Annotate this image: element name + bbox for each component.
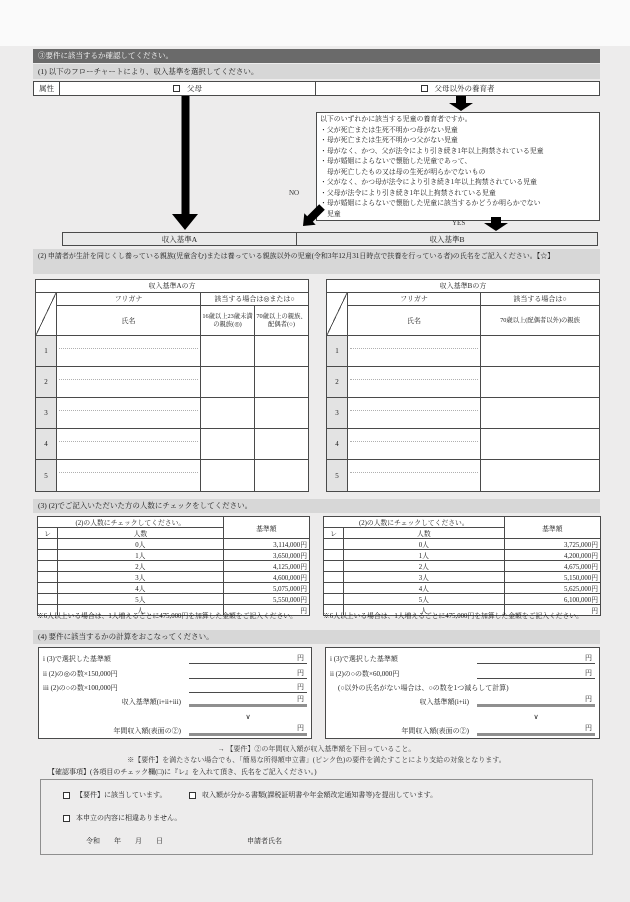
guardian-label: 父母以外の養育者 xyxy=(434,84,495,93)
subtotal-fill-field[interactable] xyxy=(477,694,595,707)
calc-row-label: iii (2)の○の数×100,000円 xyxy=(43,683,118,692)
mark-cell-circle[interactable] xyxy=(255,460,308,491)
check-column-header: レ xyxy=(324,528,344,539)
table-row xyxy=(36,398,308,429)
check-cell[interactable] xyxy=(38,594,58,605)
table-row xyxy=(36,429,308,460)
unit-label: 円 xyxy=(585,723,592,732)
compare-row xyxy=(43,707,307,721)
name-entry-cell[interactable] xyxy=(57,336,201,366)
col-over70-header: 70歳以上の親族、配偶者(○) xyxy=(256,312,307,328)
check-cell[interactable] xyxy=(38,572,58,583)
amount-cell: 3,114,000円 xyxy=(223,539,309,550)
mark-cell-double-circle[interactable] xyxy=(201,336,255,366)
table-row xyxy=(36,460,308,491)
name-table-b xyxy=(326,279,600,492)
check-cell[interactable] xyxy=(38,583,58,594)
calc-row-label: ii (2)の○の数×60,000円 xyxy=(330,669,400,678)
count-cell: 4人 xyxy=(58,583,224,594)
less-than-symbol: ∨ xyxy=(533,712,539,721)
step4-instruction: (4) 要件に該当するかの計算をおこなってください。 xyxy=(33,630,600,644)
count-table-a xyxy=(37,516,310,616)
furigana-divider xyxy=(59,348,198,349)
furigana-divider xyxy=(59,379,198,380)
question-item: ・父がなく、かつ母が法令により引き続き1年以上拘禁されている児童 xyxy=(320,179,537,186)
diagonal-header-cell xyxy=(36,293,57,335)
row-number: 2 xyxy=(327,367,348,397)
requirement-statement: → 【要件】②の年間収入額が収入基準額を下回っていること。 xyxy=(217,745,416,753)
calc-row xyxy=(43,664,307,678)
check-cell[interactable] xyxy=(324,572,344,583)
documents-checkbox[interactable] xyxy=(189,792,196,799)
count-table-header: (2)の人数にチェックしてください。 xyxy=(38,517,224,528)
row-number: 4 xyxy=(36,429,57,459)
amount-column-header: 基準額 xyxy=(223,517,309,539)
mark-cell-circle[interactable] xyxy=(481,336,599,366)
name-table-a xyxy=(35,279,309,492)
amount-cell: 5,075,000円 xyxy=(223,583,309,594)
amount-cell: 6,100,000円 xyxy=(504,594,600,605)
question-item: ・母が婚姻によらないで懐胎した児童であって、 xyxy=(320,158,472,165)
mark-cell-circle[interactable] xyxy=(255,398,308,428)
count-table-b-note: ※6人以上いる場合は、1人増えるごとに475,000円を加算した金額をご記入ください。 xyxy=(323,613,583,620)
calc-box-b xyxy=(325,647,600,739)
attribute-option-parents xyxy=(60,82,316,95)
attribute-option-guardian xyxy=(316,82,599,95)
flow-arrow-down-long-icon xyxy=(172,96,198,235)
income-standard-bar xyxy=(62,232,598,246)
furigana-header: フリガナ xyxy=(348,293,480,306)
calc-row xyxy=(330,650,595,664)
step3-instruction: (3) (2)でご記入いただいた方の人数にチェックをしてください。 xyxy=(33,499,600,513)
truth-checkbox[interactable] xyxy=(63,815,70,822)
total-label: 年間収入額(表面の②) xyxy=(113,726,181,735)
attribute-row xyxy=(33,81,600,96)
yes-label: YES xyxy=(452,219,466,227)
amount-fill-field[interactable] xyxy=(189,682,307,693)
name-header: 氏名 xyxy=(407,316,421,325)
less-than-symbol: ∨ xyxy=(245,712,251,721)
calc-subtotal-row xyxy=(43,693,307,707)
col-16to23-header: 16歳以上23歳未満の親族(◎) xyxy=(201,306,255,335)
amount-cell: 4,675,000円 xyxy=(504,561,600,572)
amount-cell: 3,725,000円 xyxy=(504,539,600,550)
furigana-divider xyxy=(350,472,478,473)
furigana-divider xyxy=(59,441,198,442)
count-cell: 2人 xyxy=(58,561,224,572)
month-label: 月 xyxy=(135,837,142,845)
check-cell[interactable] xyxy=(38,561,58,572)
mark-cell-double-circle[interactable] xyxy=(201,429,255,459)
income-standard-a: 収入基準A xyxy=(63,233,297,245)
question-item: ・母が婚姻によらないで懐胎した児童に該当するかどうか明らかでない xyxy=(320,200,541,207)
confirmation-box xyxy=(40,779,593,855)
amount-cell: 5,625,000円 xyxy=(504,583,600,594)
mark-cell-double-circle[interactable] xyxy=(201,460,255,491)
table-row xyxy=(327,398,599,429)
name-entry-cell[interactable] xyxy=(348,429,481,459)
guardian-question-box xyxy=(316,112,600,221)
count-table-header: (2)の人数にチェックしてください。 xyxy=(324,517,505,528)
row-number: 5 xyxy=(36,460,57,491)
row-number: 3 xyxy=(36,398,57,428)
name-entry-cell[interactable] xyxy=(348,460,481,491)
calc-note: (○以外の氏名がない場合は、○の数を1つ減らして計算) xyxy=(338,683,509,692)
mark-cell-circle[interactable] xyxy=(255,429,308,459)
amount-fill-field[interactable] xyxy=(189,668,307,679)
count-table-b xyxy=(323,516,601,616)
table-row xyxy=(36,367,308,398)
name-entry-cell[interactable] xyxy=(348,398,481,428)
check-cell[interactable] xyxy=(324,583,344,594)
amount-fill-field[interactable] xyxy=(477,668,595,679)
question-item: 児童 xyxy=(320,210,341,218)
furigana-divider xyxy=(350,410,478,411)
question-item: ・父母が法令により引き続き1年以上拘禁されている児童 xyxy=(320,189,496,197)
row-number: 1 xyxy=(327,336,348,366)
attribute-label: 属性 xyxy=(34,82,60,95)
count-cell: 5人 xyxy=(344,594,505,605)
mark-cell-double-circle[interactable] xyxy=(201,367,255,397)
question-title: 以下のいずれかに該当する児童の養育者ですか。 xyxy=(320,116,472,123)
table-row xyxy=(327,336,599,367)
confirm-item-truth xyxy=(63,813,181,823)
calc-row xyxy=(330,664,595,678)
col-over70-nonspouse-header: 70歳以上(配偶者以外)の親族 xyxy=(500,316,580,324)
amount-cell: 5,150,000円 xyxy=(504,572,600,583)
check-cell[interactable] xyxy=(38,539,58,550)
total-fill-field[interactable] xyxy=(477,723,595,736)
unit-label: 円 xyxy=(297,668,304,677)
calc-row xyxy=(43,650,307,664)
count-cell: 3人 xyxy=(58,572,224,583)
compare-row xyxy=(330,707,595,721)
step1-instruction: (1) 以下のフローチャートにより、収入基準を選択してください。 xyxy=(33,64,600,79)
amount-column-header: 基準額 xyxy=(504,517,600,539)
count-table-a-note: ※6人以上いる場合は、1人増えるごとに475,000円を加算した金額をご記入ください。 xyxy=(37,613,297,620)
count-column-header: 人数 xyxy=(344,528,505,539)
parents-label: 父母 xyxy=(187,84,202,93)
furigana-divider xyxy=(350,379,478,380)
row-number: 3 xyxy=(327,398,348,428)
furigana-divider xyxy=(350,348,478,349)
name-entry-cell[interactable] xyxy=(57,367,201,397)
count-cell: 0人 xyxy=(344,539,505,550)
row-number: 5 xyxy=(327,460,348,491)
name-entry-cell[interactable] xyxy=(348,367,481,397)
subtotal-label: 収入基準額(i+ii) xyxy=(419,698,469,707)
top-margin xyxy=(0,0,630,46)
name-entry-cell[interactable] xyxy=(57,429,201,459)
row-number: 2 xyxy=(36,367,57,397)
requirement-note: ※【要件】を満たさない場合でも、「簡易な所得額申立書」(ピンク色)の要件を満たすことにより支給の対象となります。 xyxy=(127,756,506,764)
calc-row-label: ii (2)の◎の数×150,000円 xyxy=(43,669,118,678)
calc-box-a xyxy=(38,647,312,739)
check-column-header: レ xyxy=(38,528,58,539)
mark-cell-circle[interactable] xyxy=(481,429,599,459)
question-item: ・母が死亡または生死不明かつ父がない児童 xyxy=(320,137,458,144)
count-cell: 3人 xyxy=(344,572,505,583)
amount-cell: 4,600,000円 xyxy=(223,572,309,583)
unit-label: 円 xyxy=(585,654,592,663)
furigana-divider xyxy=(59,472,198,473)
unit-label: 円 xyxy=(585,668,592,677)
check-cell[interactable] xyxy=(324,539,344,550)
check-cell[interactable] xyxy=(324,550,344,561)
furigana-header: フリガナ xyxy=(57,293,200,306)
no-label: NO xyxy=(289,189,300,197)
requirement-checkbox[interactable] xyxy=(63,792,70,799)
confirmation-row-3 xyxy=(86,836,282,846)
subtotal-label: 収入基準額(i+ii+iii) xyxy=(121,698,181,707)
diagonal-header-cell xyxy=(327,293,348,335)
confirmation-heading: 【確認事項】(各項目のチェック欄(□)に『レ』を入れて頂き、氏名をご記入ください。) xyxy=(48,768,317,776)
era-label: 令和 xyxy=(86,837,100,845)
match-header: 該当する場合は◎または○ xyxy=(201,293,308,306)
furigana-divider xyxy=(59,410,198,411)
check-cell[interactable] xyxy=(324,594,344,605)
table-a-title: 収入基準Aの方 xyxy=(36,280,308,293)
count-column-header: 人数 xyxy=(58,528,224,539)
calc-row-label: i (3)で選択した基準額 xyxy=(43,655,111,664)
calc-row-label: i (3)で選択した基準額 xyxy=(330,655,398,664)
count-cell: 5人 xyxy=(58,594,224,605)
count-cell: 0人 xyxy=(58,539,224,550)
day-label: 日 xyxy=(156,837,163,845)
match-header: 該当する場合は○ xyxy=(481,293,599,306)
mark-cell-double-circle[interactable] xyxy=(201,398,255,428)
table-row xyxy=(327,367,599,398)
mark-cell-circle[interactable] xyxy=(481,398,599,428)
income-standard-b: 収入基準B xyxy=(429,234,465,244)
unit-label: 円 xyxy=(297,682,304,691)
calc-row xyxy=(43,679,307,693)
subtotal-fill-field[interactable] xyxy=(189,694,307,707)
count-cell: 1人 xyxy=(344,550,505,561)
table-row xyxy=(327,429,599,460)
confirm-item-documents xyxy=(189,790,437,800)
no-arrow-southwest-icon xyxy=(300,202,328,234)
calc-total-row xyxy=(43,722,307,736)
mark-cell-circle[interactable] xyxy=(481,460,599,491)
count-cell: 1人 xyxy=(58,550,224,561)
amount-cell: 3,650,000円 xyxy=(223,550,309,561)
count-cell: 2人 xyxy=(344,561,505,572)
mark-cell-circle[interactable] xyxy=(255,336,308,366)
step2-instruction: (2) 申請者が生計を同じくし養っている親族(児童含む)または養っている親族以外の児童(令和3年12月31日時点で扶養を行っている者)の氏名をご記入ください。【☆】 xyxy=(33,249,600,274)
parents-checkbox[interactable] xyxy=(173,85,180,92)
amount-cell: 4,200,000円 xyxy=(504,550,600,561)
section-header: ③要件に該当するか確認してください。 xyxy=(33,49,600,63)
calc-subtotal-row xyxy=(330,693,595,707)
requirement-item-label: 【要件】に該当しています。 xyxy=(76,791,167,799)
question-item: 母が死亡したもの又は母の生死が明らかでないもの xyxy=(320,168,486,176)
truth-item-label: 本申立の内容に相違ありません。 xyxy=(76,814,182,822)
total-label: 年間収入額(表面の②) xyxy=(401,726,469,735)
documents-item-label: 収入額が分かる書類(課税証明書や年金額改定通知書等)を提出しています。 xyxy=(202,791,438,799)
row-number: 1 xyxy=(36,336,57,366)
unit-label: 円 xyxy=(585,695,592,704)
table-row xyxy=(327,460,599,491)
table-row xyxy=(36,336,308,367)
mark-cell-circle[interactable] xyxy=(255,367,308,397)
unit-label: 円 xyxy=(297,723,304,732)
count-cell: 人 xyxy=(344,605,505,616)
amount-fill-field[interactable] xyxy=(477,653,595,664)
amount-cell: 5,550,000円 xyxy=(223,594,309,605)
check-cell[interactable] xyxy=(324,561,344,572)
question-item: ・父が死亡または生死不明かつ母がない児童 xyxy=(320,126,458,134)
unit-label: 円 xyxy=(297,654,304,663)
confirmation-row-1 xyxy=(63,790,437,800)
applicant-name-label: 申請者氏名 xyxy=(247,837,282,845)
name-header: 氏名 xyxy=(121,316,136,325)
confirmation-row-2 xyxy=(63,813,181,823)
count-cell: 人 xyxy=(58,605,224,616)
furigana-divider xyxy=(350,441,478,442)
amount-cell: 4,125,000円 xyxy=(223,561,309,572)
year-label: 年 xyxy=(114,837,121,845)
confirm-item-requirement xyxy=(63,790,189,800)
mark-cell-circle[interactable] xyxy=(481,367,599,397)
amount-cell: 円 xyxy=(223,605,309,616)
amount-cell: 円 xyxy=(504,605,600,616)
total-fill-field[interactable] xyxy=(189,723,307,736)
table-b-title: 収入基準Bの方 xyxy=(327,280,599,293)
unit-label: 円 xyxy=(297,695,304,704)
check-cell[interactable] xyxy=(38,550,58,561)
calc-total-row xyxy=(330,722,595,736)
count-cell: 4人 xyxy=(344,583,505,594)
calc-note-row xyxy=(330,679,595,693)
guardian-checkbox[interactable] xyxy=(421,85,428,92)
amount-fill-field[interactable] xyxy=(189,653,307,664)
name-entry-cell[interactable] xyxy=(348,336,481,366)
question-item: ・母がなく、かつ、父が法令により引き続き1年以上拘禁されている児童 xyxy=(320,147,544,155)
name-entry-cell[interactable] xyxy=(57,460,201,491)
row-number: 4 xyxy=(327,429,348,459)
name-entry-cell[interactable] xyxy=(57,398,201,428)
